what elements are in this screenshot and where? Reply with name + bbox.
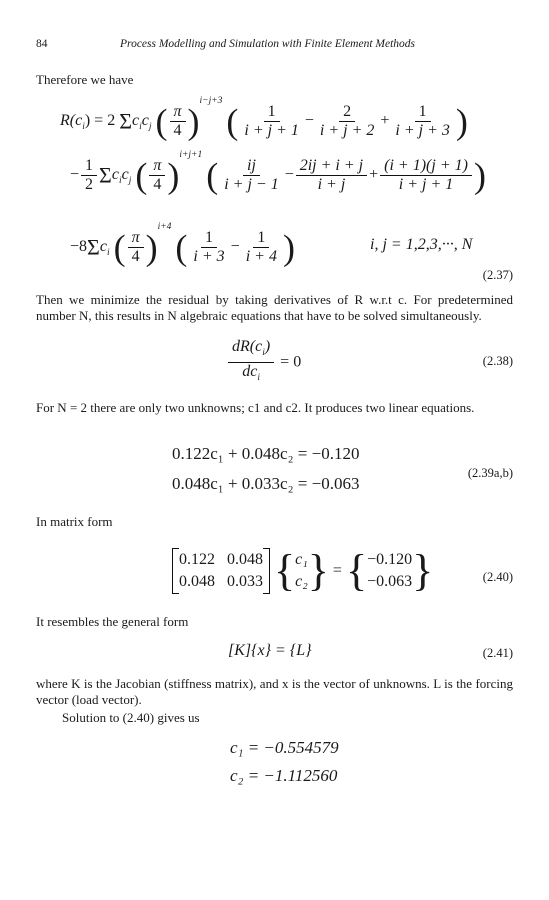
frac-1-2: $\frac{2}{i + j + 2}$ (319, 102, 375, 139)
c-i-c-j: $c_ic_j$ (132, 112, 152, 133)
matrix-bracket-right (263, 548, 270, 594)
sum-symbol-2: Σ (99, 162, 112, 188)
frac-1-1: $\frac{1}{i + j + 1}$ (244, 102, 299, 139)
eq-237-number: (2.37) (482, 268, 513, 282)
frac-2-2: $\frac{2ij + i + j}{i + j}$ (296, 157, 367, 194)
frac-2-1: $\frac{ij}{i + j - 1}$ (224, 156, 279, 193)
intro-text: Therefore we have (36, 72, 134, 87)
sum-symbol: Σ (119, 108, 133, 134)
page-header (36, 38, 513, 54)
paren-close: ) (187, 101, 200, 142)
half-coef: $\frac{1}{2}$ (81, 157, 97, 194)
eq-237-lhs: R(c (60, 112, 83, 129)
solution-c2: c₂ = −1.112560 (230, 766, 338, 785)
paragraph-1-text: Then we minimize the residual by taking derivatives of R w.r.t c. For predetermined number N, this results in N algebraic equations that have to be solved simultaneously. (36, 292, 513, 323)
paren-close-2: ) (455, 101, 468, 142)
paren-open: ( (155, 101, 168, 142)
eq-239-number: (2.39a,b) (467, 466, 513, 480)
dR-over-dc: $\frac{dR(c_i)}{dc_i}$ (228, 338, 274, 387)
frac-3-1: $\frac{1}{i + 3}$ (193, 228, 225, 265)
unknowns-brace-right: } (307, 546, 329, 595)
eq-237-lhs-end: ) = 2 (84, 112, 116, 129)
paren-open-2: ( (226, 101, 239, 142)
exponent-3: i+4 (157, 222, 172, 232)
unknowns-vector: c₁ c₂ (295, 551, 308, 590)
matrix-bracket-left (172, 548, 179, 594)
pi-over-4-3: $\frac{\pi}{4}$ (128, 229, 144, 266)
solution-c1: c₁ = −0.554579 (230, 738, 339, 757)
paren-close-5: ) (145, 227, 158, 268)
matrix-col-1: 0.122 0.048 (179, 551, 215, 590)
rhs-vector: −0.120 −0.063 (367, 551, 413, 590)
eq-241-number: (2.41) (482, 646, 513, 660)
eq-237-line-3: $-8\Sigma c_i$ ( $\frac{\pi}{4}$ )$^{i+4}$ ( $\frac{1}{i + 3}$ − $\frac{1}{i + 4}$ ) (70, 222, 295, 268)
eq-241: [K]{x} = {L} (228, 642, 312, 659)
paren-open-4: ( (206, 155, 219, 196)
eq-238-number: (2.38) (482, 354, 513, 368)
paren-close-6: ) (282, 227, 295, 268)
exponent-2: i+j+1 (179, 150, 203, 160)
rhs-brace-right: } (412, 546, 434, 595)
eq-237-line-2: − $\frac{1}{2}$ $\Sigma c_ic_j$ ( $\frac{\pi}{4}$ )$^{i+j+1}$ ( $\frac{ij}{i + j - 1}$ − $\frac{2ij + i + j}{i + j}$ + $\frac{(i + 1)(j + 1)}{i + j + 1}$ ) (70, 150, 486, 196)
eq-237-line-1: $R(c_i) = 2$ $\Sigma c_ic_j$ ( $\frac{\pi}{4}$ )$^{i-j+3}$ ( $\frac{1}{i + j + 1}$ − $\frac{2}{i + j + 2}$ + $\frac{1}{i + j + 3}$ ) (60, 96, 468, 142)
frac-2-3: $\frac{(i + 1)(j + 1)}{i + j + 1}$ (380, 157, 472, 194)
eq-240-number: (2.40) (482, 570, 513, 584)
c-i-c-j-2: $c_ic_j$ (111, 166, 132, 187)
paren-open-6: ( (175, 227, 188, 268)
matrix-form-label: In matrix form (36, 514, 113, 529)
paragraph-1 (36, 292, 513, 324)
matrix-col-2: 0.048 0.033 (227, 551, 263, 590)
paren-close-4: ) (473, 155, 486, 196)
page-number: 84 (36, 38, 48, 50)
rhs-brace-left: { (345, 546, 368, 595)
paren-open-3: ( (135, 155, 148, 196)
eq-238 (226, 338, 301, 387)
running-title: Process Modelling and Simulation with Finite Element Methods (120, 38, 416, 50)
paren-open-5: ( (113, 227, 126, 268)
paragraph-2: For N = 2 there are only two unknowns; c1 and c2. It produces two linear equations. (36, 400, 475, 415)
unknowns-brace-left: { (274, 546, 296, 595)
eq-239-line-2: 0.048c₁ + 0.033c₂ = −0.063 (172, 474, 360, 493)
eq-237-range: i, j = 1,2,3,···, N (370, 236, 473, 253)
frac-1-3: $\frac{1}{i + j + 3}$ (395, 102, 450, 139)
pi-over-4-2: $\frac{\pi}{4}$ (149, 157, 165, 194)
paren-close-3: ) (167, 155, 180, 196)
general-form-label: It resembles the general form (36, 614, 189, 629)
eq-240: 0.122 0.048 0.048 0.033 { c₁ c₂ } = { −0.120 −0.063 } (172, 548, 433, 594)
c-i-3: $c_i$ (99, 238, 110, 259)
sum-symbol-3: Σ (87, 234, 100, 260)
frac-3-2: $\frac{1}{i + 4}$ (245, 228, 277, 265)
coef-minus-8: −8 (70, 238, 88, 255)
solution-label: Solution to (2.40) gives us (62, 710, 200, 725)
eq-239-line-1: 0.122c₁ + 0.048c₂ = −0.120 (172, 444, 360, 463)
exponent-1: i−j+3 (199, 96, 223, 106)
eq-237-lhs-sub: i (82, 122, 85, 133)
pi-over-4: $\frac{\pi}{4}$ (170, 103, 186, 140)
eq-238-rhs: = 0 (280, 353, 302, 371)
paragraph-3: where K is the Jacobian (stiffness matrix), and x is the vector of unknowns. L is the forcing vector (load vector). (36, 676, 513, 707)
